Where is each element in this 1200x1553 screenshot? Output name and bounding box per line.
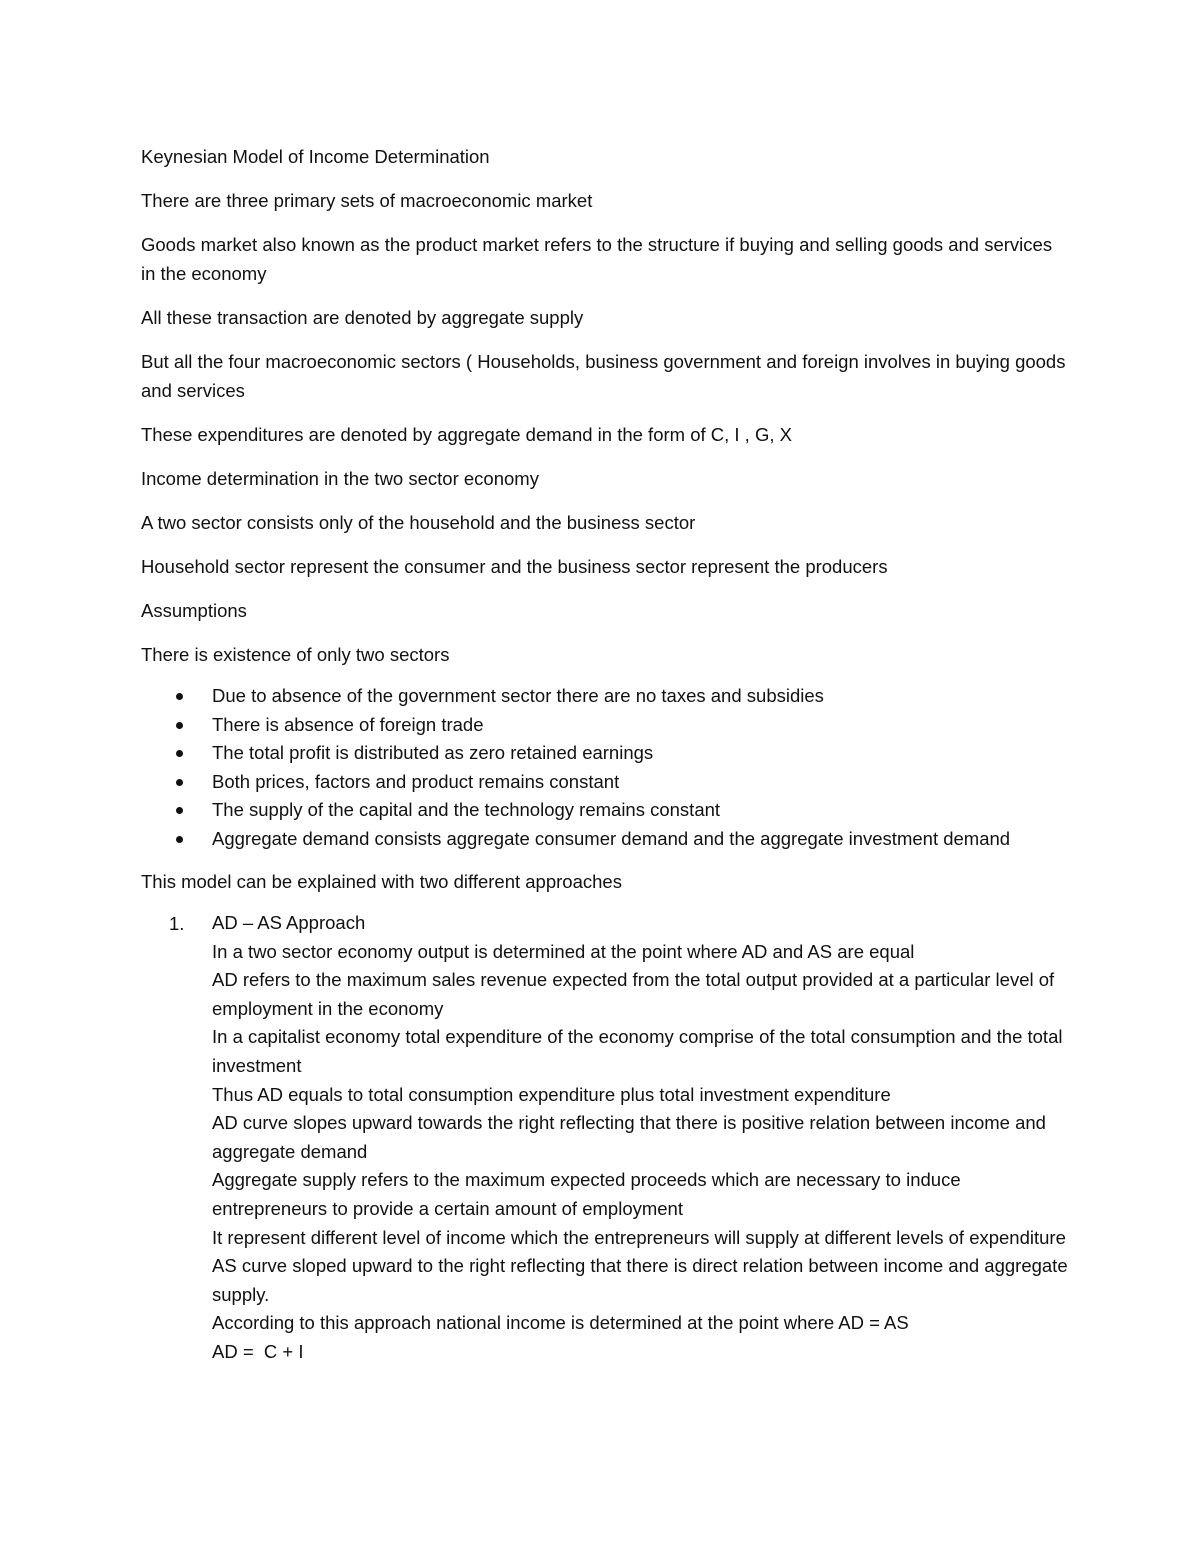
bullet-icon: [176, 836, 183, 843]
section-heading: Income determination in the two sector economy: [141, 468, 539, 489]
list-item-text: Both prices, factors and product remains constant: [212, 770, 620, 792]
assumptions-list: [141, 682, 1071, 853]
approach-line: Aggregate supply refers to the maximum expected proceeds which are necessary to induce entrepreneurs to provide a certain amount of employment: [212, 1169, 961, 1219]
list-item: [141, 768, 1071, 797]
paragraph: All these transaction are denoted by aggregate supply: [141, 307, 584, 328]
list-item: [141, 739, 1071, 768]
approach-line: In a capitalist economy total expenditure of the economy comprise of the total consumption and the total investment: [212, 1026, 1063, 1076]
list-item: [141, 796, 1071, 825]
list-item: [141, 682, 1071, 711]
paragraph: A two sector consists only of the household and the business sector: [141, 512, 696, 533]
list-item: [141, 825, 1071, 854]
approach-line: Thus AD equals to total consumption expenditure plus total investment expenditure: [212, 1083, 891, 1105]
bullet-icon: [176, 779, 183, 786]
document-title: Keynesian Model of Income Determination: [141, 146, 490, 167]
approach-line: According to this approach national income is determined at the point where AD = AS: [212, 1312, 909, 1334]
list-item-text: There is absence of foreign trade: [212, 713, 484, 735]
paragraph: Goods market also known as the product market refers to the structure if buying and selling goods and services in the economy: [141, 234, 1053, 284]
document-page: [141, 142, 1071, 1367]
paragraph: These expenditures are denoted by aggregate demand in the form of C, I , G, X: [141, 424, 792, 445]
list-number: 1.: [169, 913, 185, 934]
formula-line: AD = C + I: [212, 1340, 304, 1362]
approach-1: [141, 909, 1071, 1367]
list-item: [141, 711, 1071, 740]
approach-line: AD curve slopes upward towards the right reflecting that there is positive relation between income and aggregate demand: [212, 1112, 1046, 1162]
approach-heading: AD – AS Approach: [212, 912, 366, 933]
approach-line: In a two sector economy output is determined at the point where AD and AS are equal: [212, 940, 915, 962]
bullet-icon: [176, 807, 183, 814]
paragraph: This model can be explained with two different approaches: [141, 871, 622, 892]
list-item-text: The supply of the capital and the technology remains constant: [212, 799, 721, 820]
approach-line: AS curve sloped upward to the right reflecting that there is direct relation between income and aggregate supply.: [212, 1255, 1068, 1305]
list-item-text: Aggregate demand consists aggregate consumer demand and the aggregate investment demand: [212, 827, 1011, 849]
list-item-text: The total profit is distributed as zero retained earnings: [212, 742, 654, 763]
approach-line: It represent different level of income which the entrepreneurs will supply at different levels of expenditure: [212, 1226, 1066, 1248]
section-heading: Assumptions: [141, 600, 247, 621]
list-item-text: Due to absence of the government sector there are no taxes and subsidies: [212, 685, 824, 706]
bullet-icon: [176, 722, 183, 729]
paragraph: There are three primary sets of macroeconomic market: [141, 190, 593, 211]
approach-line: AD refers to the maximum sales revenue expected from the total output provided at a particular level of employment in the economy: [212, 969, 1055, 1019]
paragraph: Household sector represent the consumer and the business sector represent the producers: [141, 556, 888, 577]
paragraph: There is existence of only two sectors: [141, 644, 450, 665]
bullet-icon: [176, 750, 183, 757]
bullet-icon: [176, 693, 183, 700]
paragraph: But all the four macroeconomic sectors ( Households, business government and foreign involves in buying goods and services: [141, 351, 1066, 401]
